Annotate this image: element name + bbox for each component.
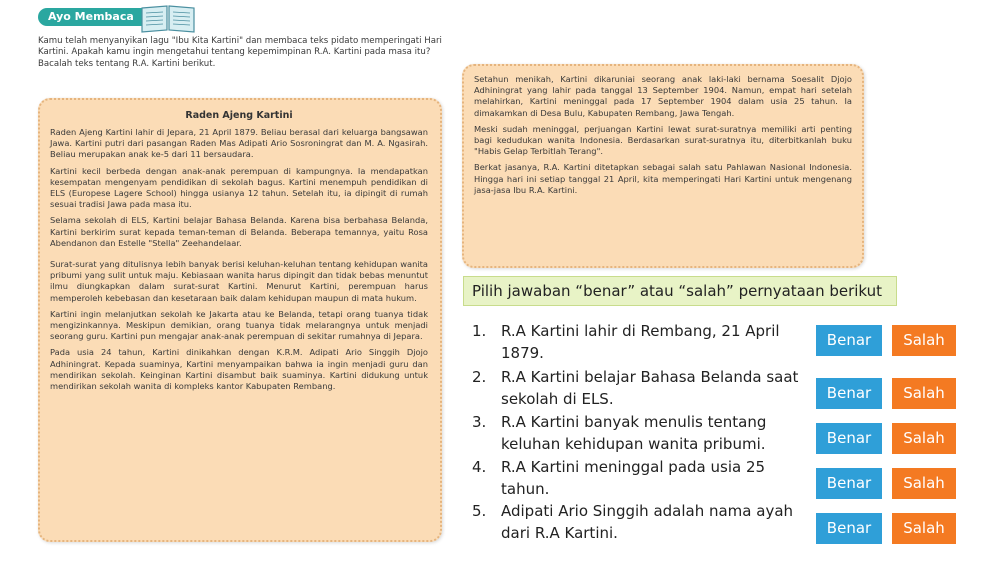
benar-button-1[interactable]: Benar [816,325,882,356]
benar-button-5[interactable]: Benar [816,513,882,544]
question-number: 1. [472,322,487,340]
question-text: Adipati Ario Singgih adalah nama ayah dari R.A Kartini. [501,502,794,542]
section-tag: Ayo Membaca [38,8,158,26]
benar-button-4[interactable]: Benar [816,468,882,499]
reading-paragraph: Surat-surat yang ditulisnya lebih banyak berisi keluhan-keluhan tentang kehidupan wanita pribumi yang sulit untuk maju. Kebiasaan wanita harus dipingit dan tidak bebas menuntut ilmu diungkapkan dalam surat-surat Kartini. Menurut Kartini, perempuan harus memperoleh kebebasan dan kesetaraan baik dalam kehidupan maupun di mata hukum. [50,259,428,303]
question-number: 4. [472,458,487,476]
reading-paragraph: Setahun menikah, Kartini dikaruniai seorang anak laki-laki bernama Soesalit Djojo Adhiningrat yang lahir pada tanggal 13 September 1904. Namun, empat hari setelah melahirkan, Kartini meninggal pada 17 September 1904 dalam usia 25 tahun. Ia dimakamkan di Desa Bulu, Kabupaten Rembang, Jawa Tengah. [474,74,852,118]
reading-paragraph: Berkat jasanya, R.A. Kartini ditetapkan sebagai salah satu Pahlawan Nasional Indonesia. Hingga hari ini setiap tanggal 21 April, kita memperingati Hari Kartini untuk mengenang jasa-jasa Ibu R.A. Kartini. [474,162,852,195]
open-book-icon [138,2,198,34]
reading-paragraph: Meski sudah meninggal, perjuangan Kartini lewat surat-suratnya memiliki arti penting bagi kedudukan wanita Indonesia. Berdasarkan surat-suratnya itu, diterbitkanlah buku "Habis Gelap Terbitlah Terang". [474,123,852,157]
salah-button-3[interactable]: Salah [892,423,956,454]
reading-paragraph: Kartini ingin melanjutkan sekolah ke Jakarta atau ke Belanda, tetapi orang tuanya tidak mengizinkannya. Meskipun demikian, orang tuanya tidak melarangnya untuk menjadi seorang guru. Kartini pun mengajar anak-anak perempuan di sekitar rumahnya di Jepara. [50,308,428,342]
question-4 [472,456,812,500]
question-5 [472,500,812,544]
salah-button-4[interactable]: Salah [892,468,956,499]
salah-button-2[interactable]: Salah [892,378,956,409]
question-number: 3. [472,413,487,431]
question-text: R.A Kartini belajar Bahasa Belanda saat sekolah di ELS. [501,368,799,408]
reading-paragraph: Selama sekolah di ELS, Kartini belajar Bahasa Belanda. Karena bisa berbahasa Belanda, Kartini berkirim surat kepada teman-teman di Belanda. Beberapa temannya, yaitu Rosa Abendanon dan Estelle "Stella" Zeehandelaar. [50,215,428,248]
benar-button-2[interactable]: Benar [816,378,882,409]
reading-card-right [462,64,864,268]
question-3 [472,411,812,455]
instruction-banner: Pilih jawaban “benar” atau “salah” pernyataan berikut [463,276,897,306]
question-text: R.A Kartini banyak menulis tentang keluhan kehidupan wanita pribumi. [501,413,767,453]
question-text: R.A Kartini lahir di Rembang, 21 April 1879. [501,322,780,362]
question-text: R.A Kartini meninggal pada usia 25 tahun. [501,458,766,498]
question-number: 5. [472,502,487,520]
question-number: 2. [472,368,487,386]
salah-button-5[interactable]: Salah [892,513,956,544]
benar-button-3[interactable]: Benar [816,423,882,454]
reading-paragraph: Raden Ajeng Kartini lahir di Jepara, 21 April 1879. Beliau berasal dari keluarga bangsawan Jawa. Kartini putri dari pasangan Raden Mas Adipati Ario Sosroningrat dan M. A. Ngasirah. Beliau merupakan anak ke-5 dari 11 bersaudara. [50,127,428,160]
intro-text: Kamu telah menyanyikan lagu "Ibu Kita Kartini" dan membaca teks pidato memperingati Hari Kartini. Apakah kamu ingin mengetahui tentang kepemimpinan R.A. Kartini pada masa itu? Bacalah teks tentang R.A. Kartini berikut. [38,36,442,69]
reading-card-left [38,98,442,542]
reading-title: Raden Ajeng Kartini [185,110,293,121]
question-2 [472,366,812,410]
question-1 [472,320,812,364]
reading-paragraph: Pada usia 24 tahun, Kartini dinikahkan dengan K.R.M. Adipati Ario Singgih Djojo Adhiningrat. Kepada suaminya, Kartini menyampaikan bahwa ia ingin menjadi guru dan mendirikan sekolah. Keinginan Kartini disambut baik suaminya. Kartini didukung untuk mendirikan sekolah wanita di kompleks kantor Kabupaten Rembang. [50,347,428,392]
salah-button-1[interactable]: Salah [892,325,956,356]
reading-paragraph: Kartini kecil berbeda dengan anak-anak perempuan di kampungnya. Ia mendapatkan kesempatan mengenyam pendidikan di sekolah bagus. Kartini menempuh pendidikan di ELS (Europese Lagere School) hingga usianya 12 tahun. Setelah itu, ia dipingit di rumah sesuai tradisi Jawa pada masa itu. [50,165,428,210]
